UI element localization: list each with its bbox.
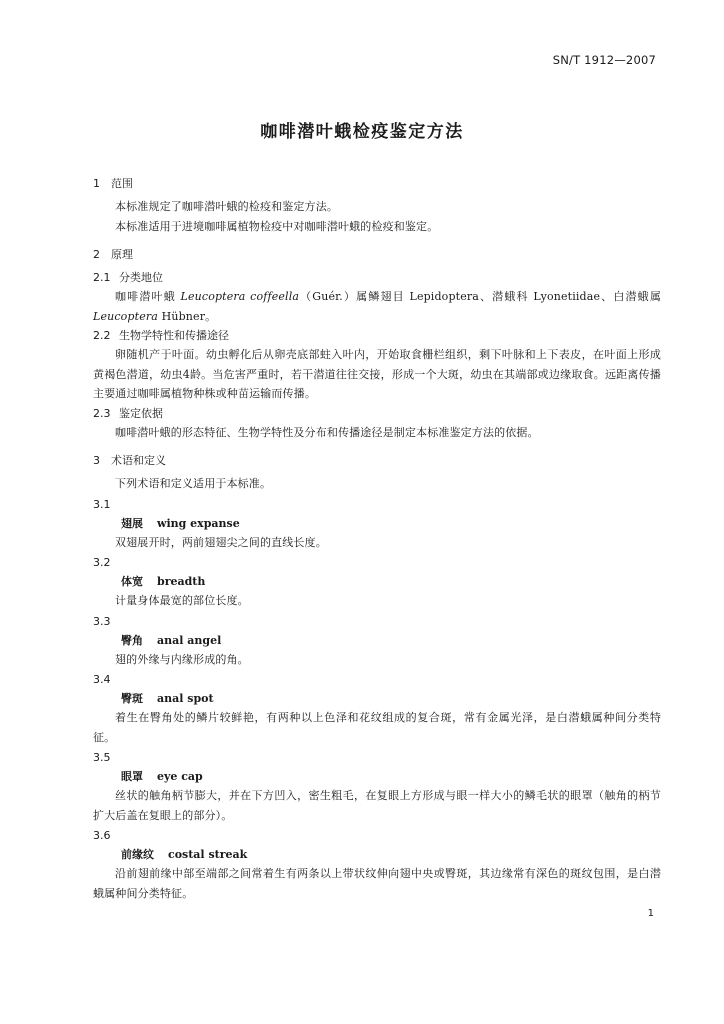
term-number: 3.2 bbox=[93, 556, 111, 569]
section-2-2-heading bbox=[93, 326, 661, 345]
term-name-en: costal streak bbox=[168, 848, 248, 861]
document-title: 咖啡潜叶蛾检疫鉴定方法 bbox=[260, 122, 464, 142]
term-name-zh: 眼罩 bbox=[121, 770, 143, 783]
term-name-en: eye cap bbox=[157, 770, 203, 783]
term-number: 3.1 bbox=[93, 497, 111, 511]
term-entry bbox=[93, 827, 661, 903]
term-definition: 计量身体最宽的部位长度。 bbox=[115, 594, 249, 607]
term-definition: 沿前翅前缘中部至端部之间常着生有两条以上带状纹伸向翅中央或臀斑，其边缘常有深色的斑纹包围，是白潜蛾属种间分类特征。 bbox=[93, 867, 661, 900]
text-run: Hübner。 bbox=[157, 309, 217, 323]
term-name-en: anal spot bbox=[157, 692, 214, 705]
document-body bbox=[93, 174, 661, 903]
section-title: 范围 bbox=[111, 177, 133, 190]
term-definition: 翅的外缘与内缘形成的角。 bbox=[115, 652, 249, 666]
section-title: 生物学特性和传播途径 bbox=[119, 329, 229, 342]
term-name-zh: 翅展 bbox=[121, 516, 143, 530]
section-1-paragraph-1: 本标准规定了咖啡潜叶蛾的检疫和鉴定方法。 bbox=[115, 200, 338, 213]
term-entry bbox=[93, 496, 661, 553]
standard-code: SN/T 1912—2007 bbox=[552, 53, 656, 67]
term-name bbox=[93, 572, 661, 591]
section-3-intro: 下列术语和定义适用于本标准。 bbox=[115, 477, 272, 490]
term-number: 3.3 bbox=[93, 614, 111, 628]
term-entry bbox=[93, 613, 661, 670]
term-name bbox=[93, 845, 661, 864]
page-number: 1 bbox=[647, 908, 654, 919]
section-2-3-paragraph: 咖啡潜叶蛾的形态特征、生物学特性及分布和传播途径是制定本标准鉴定方法的依据。 bbox=[115, 425, 539, 439]
term-number: 3.4 bbox=[93, 673, 111, 686]
term-name-en: anal angel bbox=[157, 633, 222, 647]
term-name-zh: 前缘纹 bbox=[121, 848, 154, 861]
term-name-en: wing expanse bbox=[157, 516, 240, 530]
latin-species-name: Leucoptera coffeella bbox=[180, 290, 300, 303]
section-3-heading bbox=[93, 451, 661, 470]
section-2-2-paragraph: 卵随机产于叶面。幼虫孵化后从卵壳底部蛀入叶内，开始取食栅栏组织，剩下叶脉和上下表皮，在叶面上形成黄褐色潜道，幼虫4龄。当危害严重时，若干潜道往往交接，形成一个大斑，幼虫在其端部或边缘取食。远距离传播主要通过咖啡属植物种株或种苗运输而传播。 bbox=[93, 348, 661, 400]
section-2-1-paragraph bbox=[93, 287, 661, 326]
term-entry bbox=[93, 749, 661, 825]
section-number: 2.1 bbox=[93, 271, 111, 284]
section-2-3-heading bbox=[93, 404, 661, 423]
section-2-1-heading bbox=[93, 268, 661, 287]
term-name-en: breadth bbox=[157, 575, 206, 588]
term-name-zh: 臀斑 bbox=[121, 692, 143, 705]
term-name-zh: 体宽 bbox=[121, 575, 143, 588]
text-run: 咖啡潜叶蛾 bbox=[115, 290, 181, 303]
term-name bbox=[93, 689, 661, 708]
section-title: 术语和定义 bbox=[111, 454, 166, 467]
section-number: 3 bbox=[93, 454, 100, 467]
term-number: 3.6 bbox=[93, 829, 111, 842]
section-title: 分类地位 bbox=[119, 271, 163, 284]
section-title: 原理 bbox=[111, 248, 133, 261]
term-definition: 丝状的触角柄节膨大，并在下方凹入，密生粗毛，在复眼上方形成与眼一样大小的鳞毛状的眼罩（触角的柄节扩大后盖在复眼上的部分）。 bbox=[93, 789, 661, 822]
section-number: 2.3 bbox=[93, 406, 111, 420]
term-name bbox=[93, 767, 661, 786]
section-number: 1 bbox=[93, 177, 100, 190]
term-entry bbox=[93, 554, 661, 611]
section-1-heading bbox=[93, 174, 661, 193]
term-name bbox=[93, 631, 661, 650]
term-definition: 着生在臀角处的鳞片较鲜艳，有两种以上色泽和花纹组成的复合斑，常有金属光泽，是白潜蛾属种间分类特征。 bbox=[93, 711, 661, 744]
section-number: 2.2 bbox=[93, 329, 111, 342]
section-number: 2 bbox=[93, 248, 100, 261]
term-definition: 双翅展开时，两前翅翅尖之间的直线长度。 bbox=[115, 535, 327, 549]
section-2-heading bbox=[93, 245, 661, 264]
text-run: （Guér.）属鳞翅目 Lepidoptera、潜蛾科 Lyonetiidae、白潜蛾属 bbox=[299, 290, 661, 303]
section-title: 鉴定依据 bbox=[119, 406, 163, 420]
term-number: 3.5 bbox=[93, 751, 111, 764]
latin-genus-name: Leucoptera bbox=[93, 309, 158, 323]
term-entry bbox=[93, 671, 661, 747]
term-name bbox=[93, 514, 661, 533]
term-name-zh: 臀角 bbox=[121, 633, 143, 647]
section-1-paragraph-2: 本标准适用于进境咖啡属植物检疫中对咖啡潜叶蛾的检疫和鉴定。 bbox=[115, 219, 439, 233]
